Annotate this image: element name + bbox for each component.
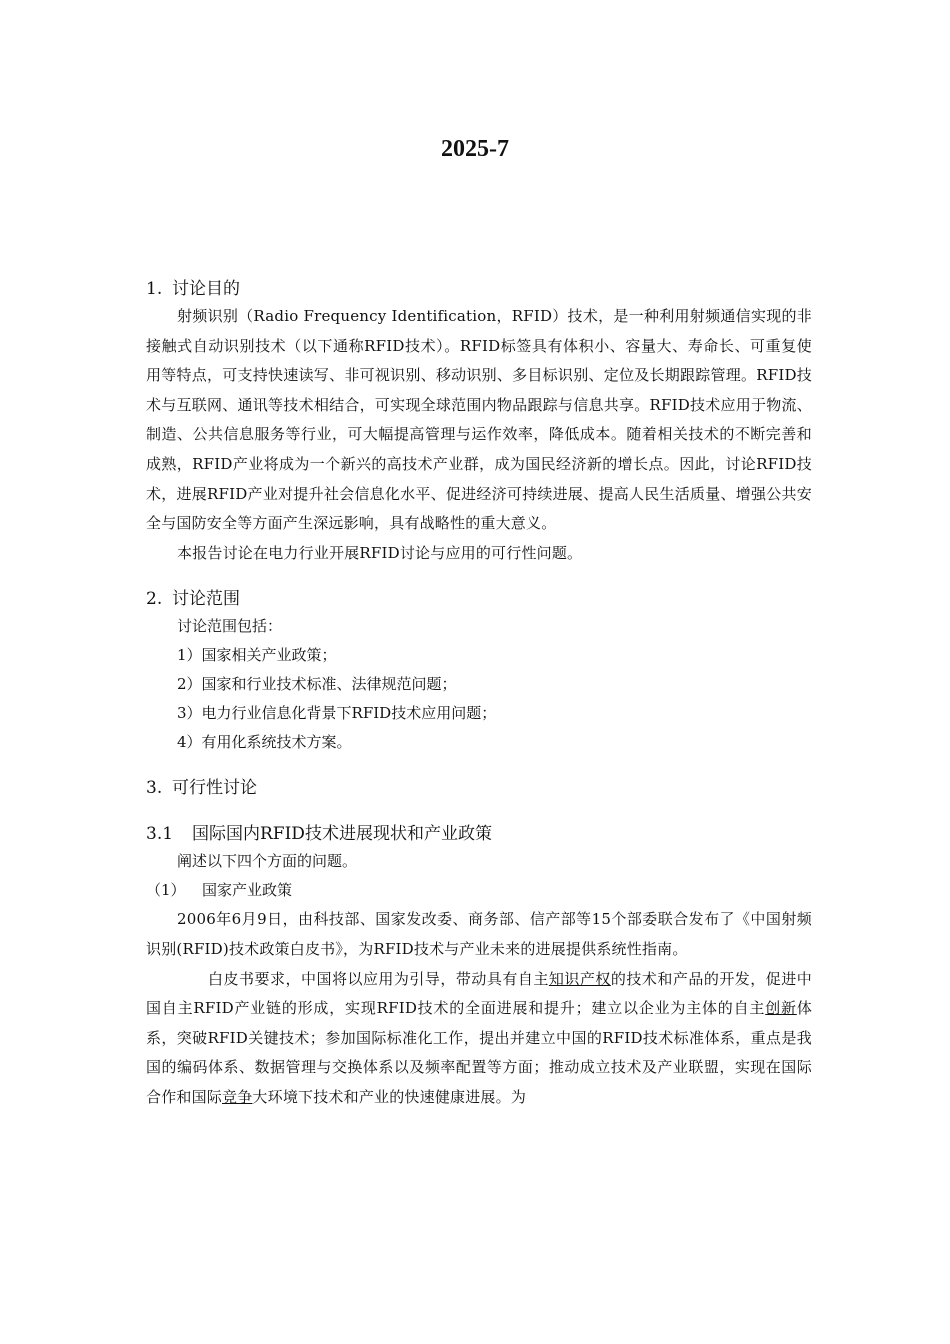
subsection-intro: 阐述以下四个方面的问题。 <box>177 852 358 871</box>
link-innovation[interactable]: 创新 <box>765 999 797 1018</box>
section-number: 3. <box>146 778 163 799</box>
text-run: 大环境下技术和产业的快速健康进展。为 <box>252 1087 527 1106</box>
subsection-number: 3.1 <box>146 824 174 845</box>
subheading-number: （1） <box>146 881 186 900</box>
paragraph-white-paper-requirements <box>146 965 812 1113</box>
link-competition[interactable]: 竞争 <box>222 1087 253 1106</box>
list-item: 2）国家和行业技术标准、法律规范问题； <box>177 675 457 694</box>
section-heading-feasibility <box>146 775 812 801</box>
text-run: 体系，突破RFID关键技术；参加国际标准化工作，提出并建立中国的RFID技术标准体系，重点是我国的编码体系、数据管理与交换体系以及频率配置等方面；推动成立技术及产业联盟，实现在国际合作和国际 <box>146 999 813 1106</box>
subsection-heading <box>146 821 812 847</box>
section-title: 讨论范围 <box>172 589 240 610</box>
section-heading-purpose <box>146 276 812 302</box>
paragraph-rfid-intro: 射频识别（Radio Frequency Identification，RFID）技术，是一种利用射频通信实现的非接触式自动识别技术（以下通称RFID技术）。RFID标签具有体积小、容量大、寿命长、可重复使用等特点，可支持快速读写、非可视识别、移动识别、多目标识别、定位及长期跟踪管理。RFID技术与互联网、通讯等技术相结合，可实现全球范围内物品跟踪与信息共享。RFID技术应用于物流、制造、公共信息服务等行业，可大幅提高管理与运作效率，降低成本。随着相关技术的不断完善和成熟，RFID产业将成为一个新兴的高技术产业群，成为国民经济新的增长点。因此，讨论RFID技术，进展RFID产业对提升社会信息化水平、促进经济可持续进展、提高人民生活质量、增强公共安全与国防安全等方面产生深远影响，具有战略性的重大意义。 <box>146 307 812 533</box>
section-number: 1. <box>146 279 163 299</box>
paragraph-report-scope: 本报告讨论在电力行业开展RFID讨论与应用的可行性问题。 <box>177 543 583 562</box>
section-number: 2. <box>146 589 163 610</box>
list-item: 1）国家相关产业政策； <box>177 646 337 665</box>
section-title: 讨论目的 <box>172 279 240 299</box>
link-ip[interactable]: 知识产权 <box>548 969 611 988</box>
page-title: 2025-7 <box>441 136 509 162</box>
document-body <box>146 276 812 1113</box>
section-heading-scope <box>146 586 812 612</box>
text-run: 的技术和产品的开发，促进中国自主RFID产业链的形成，实现RFID技术的全面进展和提升；建立以企业为主体的自主 <box>146 969 812 1018</box>
paragraph-white-paper: 2006年6月9日，由科技部、国家发改委、商务部、信产部等15个部委联合发布了《中国射频识别(RFID)技术政策白皮书》，为RFID技术与产业未来的进展提供系统性指南。 <box>146 910 812 958</box>
text-run: 白皮书要求，中国将以应用为引导，带动具有自主 <box>208 969 549 988</box>
section-title: 可行性讨论 <box>172 778 257 799</box>
list-item: 3）电力行业信息化背景下RFID技术应用问题； <box>177 704 497 723</box>
scope-intro: 讨论范围包括： <box>177 617 283 636</box>
subheading-policy <box>146 876 812 905</box>
subheading-title: 国家产业政策 <box>202 881 293 900</box>
list-item: 4）有用化系统技术方案。 <box>177 733 352 752</box>
subsection-title: 国际国内RFID技术进展现状和产业政策 <box>192 824 492 845</box>
